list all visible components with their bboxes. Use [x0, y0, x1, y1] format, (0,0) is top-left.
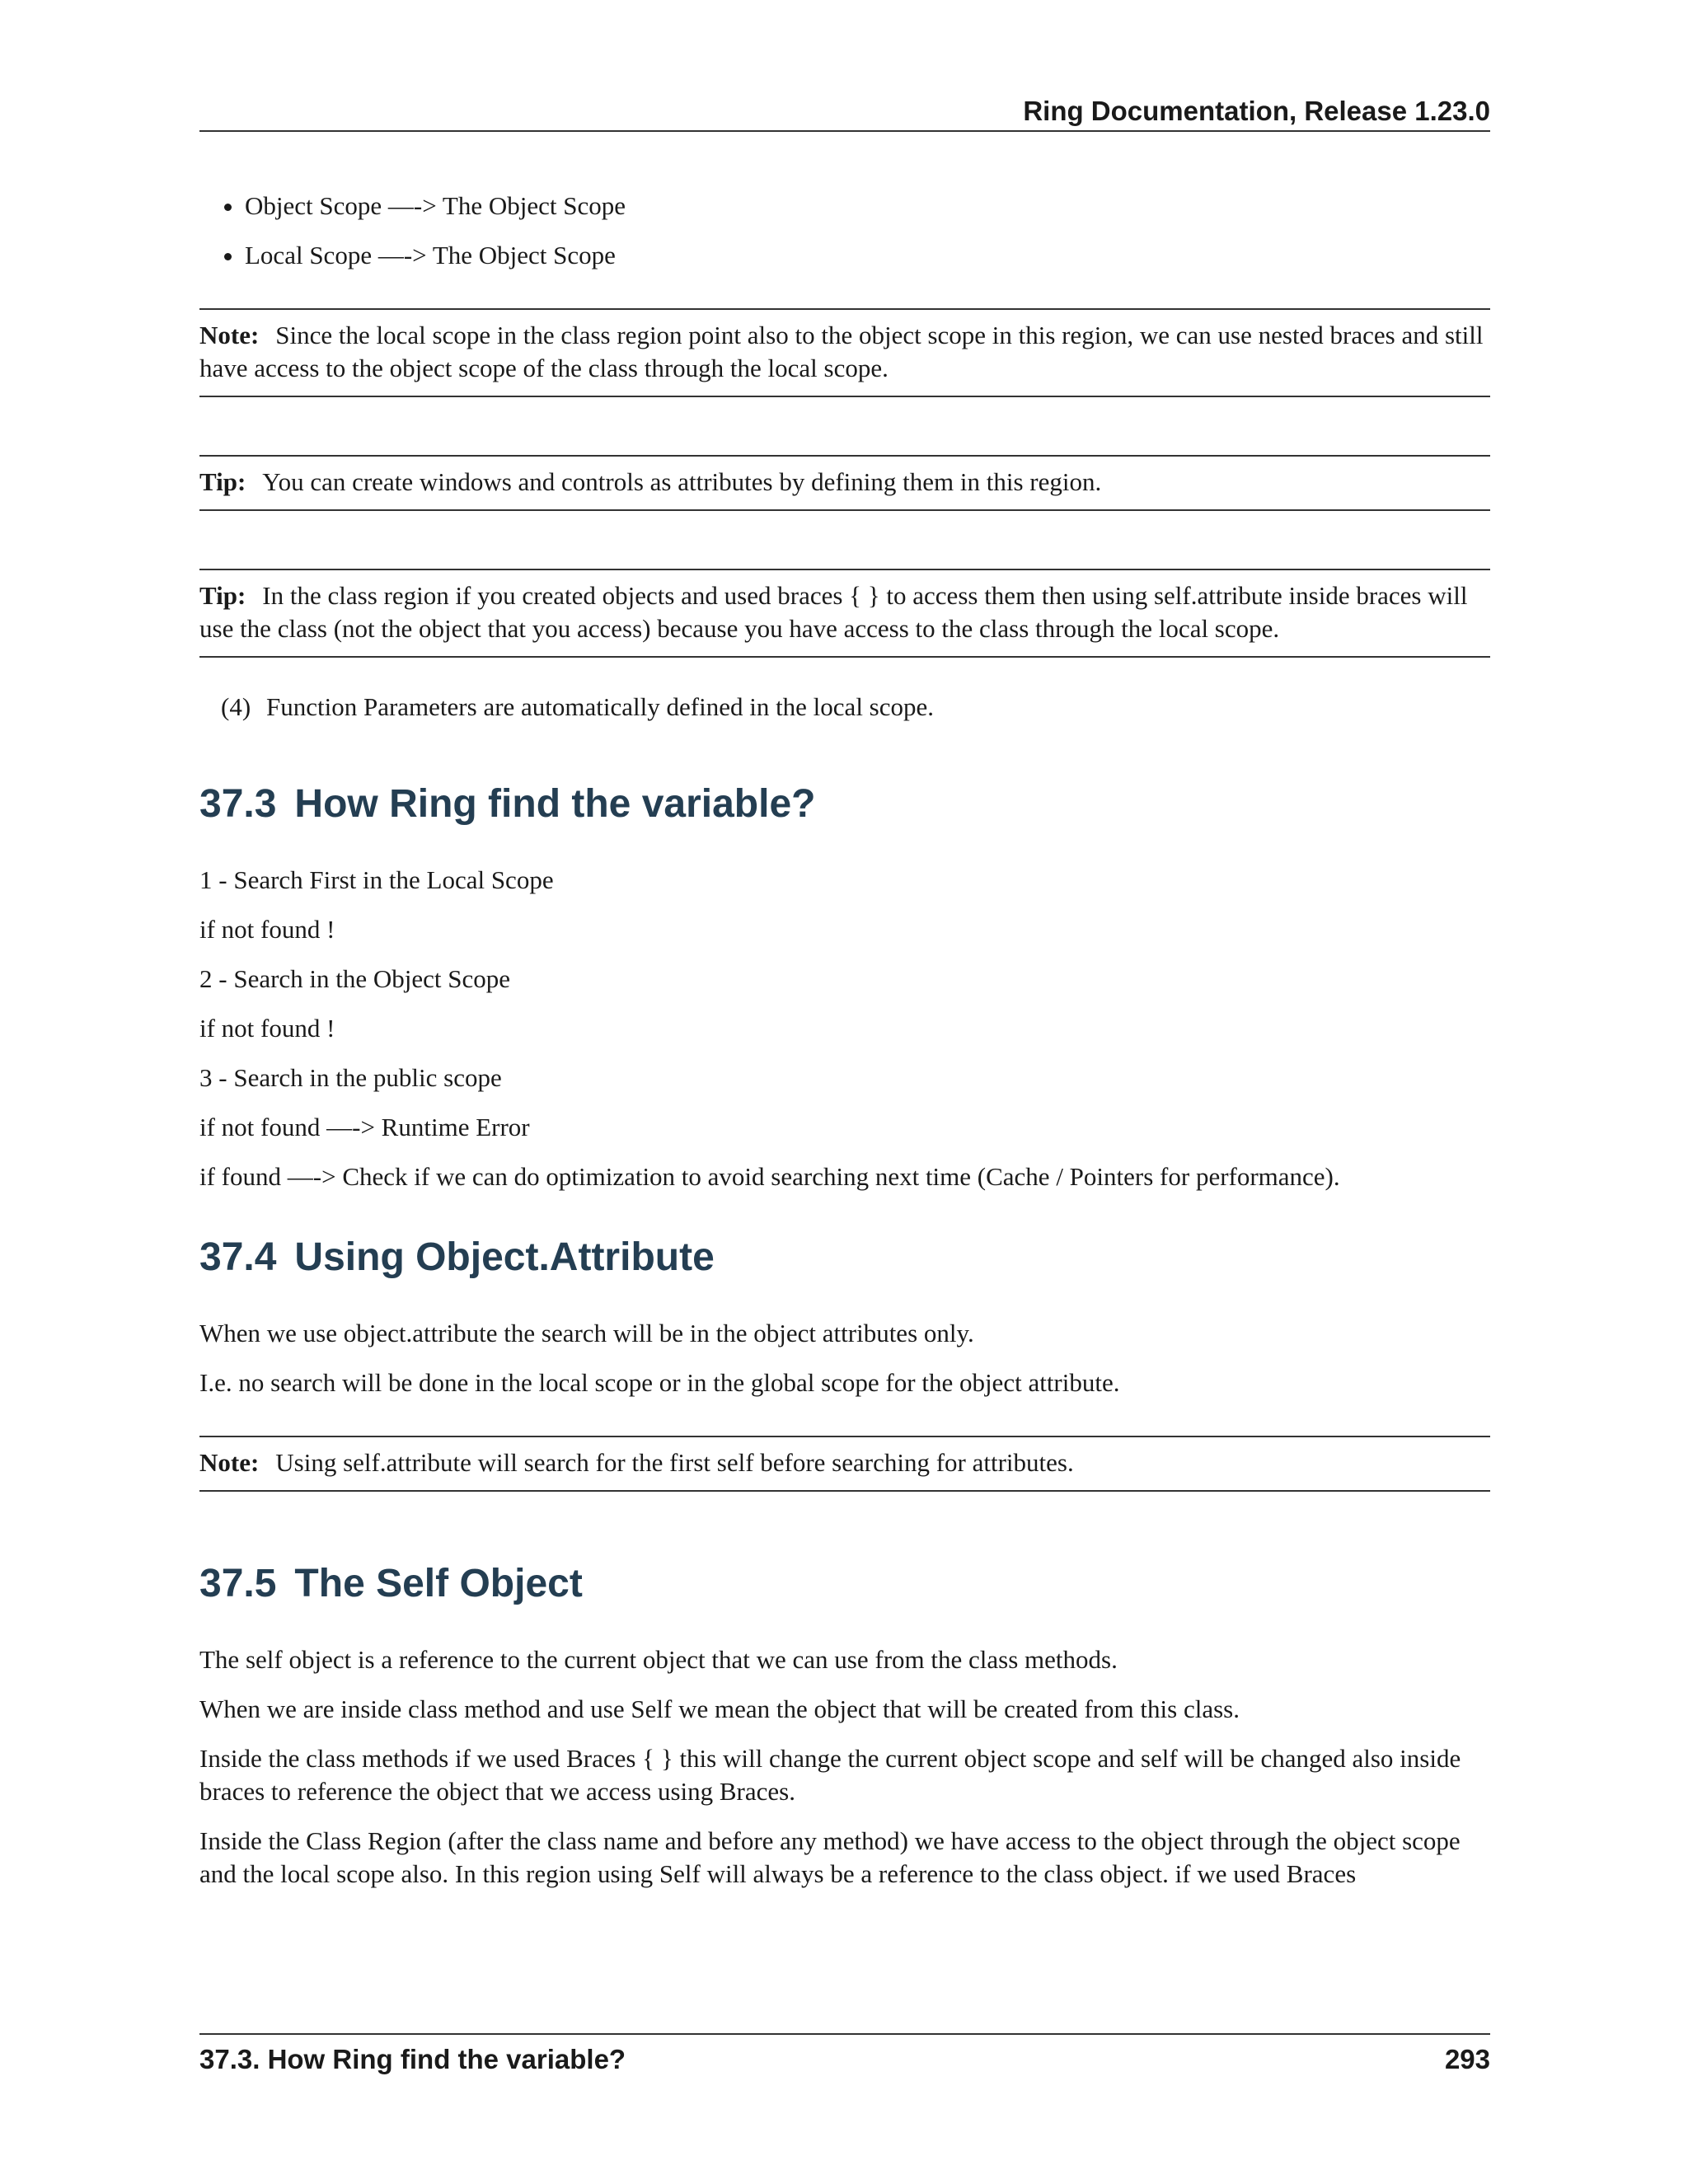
section-body [199, 1643, 1490, 1891]
page-content [199, 190, 1490, 1907]
paragraph: 1 - Search First in the Local Scope [199, 865, 554, 894]
running-footer [199, 2033, 1490, 2078]
footer-section-title: 37.3. How Ring find the variable? [199, 2044, 626, 2074]
paragraph: When we use object.attribute the search will be in the object attributes only. [199, 1319, 974, 1347]
tip-text: In the class region if you created objects and used braces { } to access them then using self.attribute inside braces will use the class (not the object that you access) because you have access to the class through the local scope. [199, 581, 1468, 643]
paragraph: I.e. no search will be done in the local scope or in the global scope for the object attribute. [199, 1368, 1120, 1397]
tip-text: You can create windows and controls as attributes by defining them in this region. [262, 467, 1102, 496]
running-header: Ring Documentation, Release 1.23.0 [199, 92, 1490, 132]
section-title: The Self Object [294, 1562, 583, 1605]
section-heading [199, 781, 1490, 827]
paragraph: if not found ! [199, 1014, 335, 1043]
section-body [199, 1317, 1490, 1399]
section-number: 37.4 [199, 1235, 277, 1279]
note-box [199, 308, 1490, 397]
section-number: 37.3 [199, 782, 277, 826]
note-box [199, 1436, 1490, 1492]
enumerated-item [199, 691, 1490, 724]
section-number: 37.5 [199, 1562, 277, 1605]
paragraph: Inside the class methods if we used Braces { } this will change the current object scope and self will be changed also inside braces to reference the object that we access using Braces. [199, 1744, 1461, 1806]
page-number: 293 [1444, 2044, 1490, 2074]
note-label: Note: [199, 1448, 260, 1477]
tip-box [199, 569, 1490, 658]
search-steps [199, 864, 1490, 1193]
section-title: Using Object.Attribute [294, 1235, 715, 1279]
section-heading [199, 1235, 1490, 1281]
section-title: How Ring find the variable? [294, 782, 816, 826]
tip-label: Tip: [199, 467, 246, 496]
paragraph: 3 - Search in the public scope [199, 1063, 502, 1092]
paragraph: 2 - Search in the Object Scope [199, 964, 511, 993]
bullet-item: • Local Scope —-> The Object Scope [245, 239, 1490, 272]
note-label: Note: [199, 321, 260, 349]
paragraph: When we are inside class method and use Self we mean the object that will be created from this class. [199, 1694, 1240, 1723]
paragraph: if not found ! [199, 915, 335, 944]
scope-bullet-list [199, 190, 1490, 272]
paragraph: The self object is a reference to the current object that we can use from the class methods. [199, 1645, 1118, 1674]
enumerated-item-number: (4) [221, 692, 251, 721]
enumerated-item-text: Function Parameters are automatically defined in the local scope. [266, 692, 935, 721]
note-text: Since the local scope in the class region point also to the object scope in this region, we can use nested braces and still have access to the object scope of the class through the local scope. [199, 321, 1484, 382]
note-text: Using self.attribute will search for the first self before searching for attributes. [275, 1448, 1074, 1477]
paragraph: if found —-> Check if we can do optimization to avoid searching next time (Cache / Pointers for performance). [199, 1162, 1340, 1191]
tip-label: Tip: [199, 581, 246, 610]
paragraph: Inside the Class Region (after the class name and before any method) we have access to the object through the object scope and the local scope also. In this region using Self will always be a reference to the class object. if we used Braces [199, 1826, 1461, 1888]
paragraph: if not found —-> Runtime Error [199, 1113, 530, 1141]
document-page [199, 0, 1490, 2184]
bullet-item: • Object Scope —-> The Object Scope [245, 190, 1490, 223]
tip-box [199, 455, 1490, 511]
section-heading [199, 1561, 1490, 1607]
